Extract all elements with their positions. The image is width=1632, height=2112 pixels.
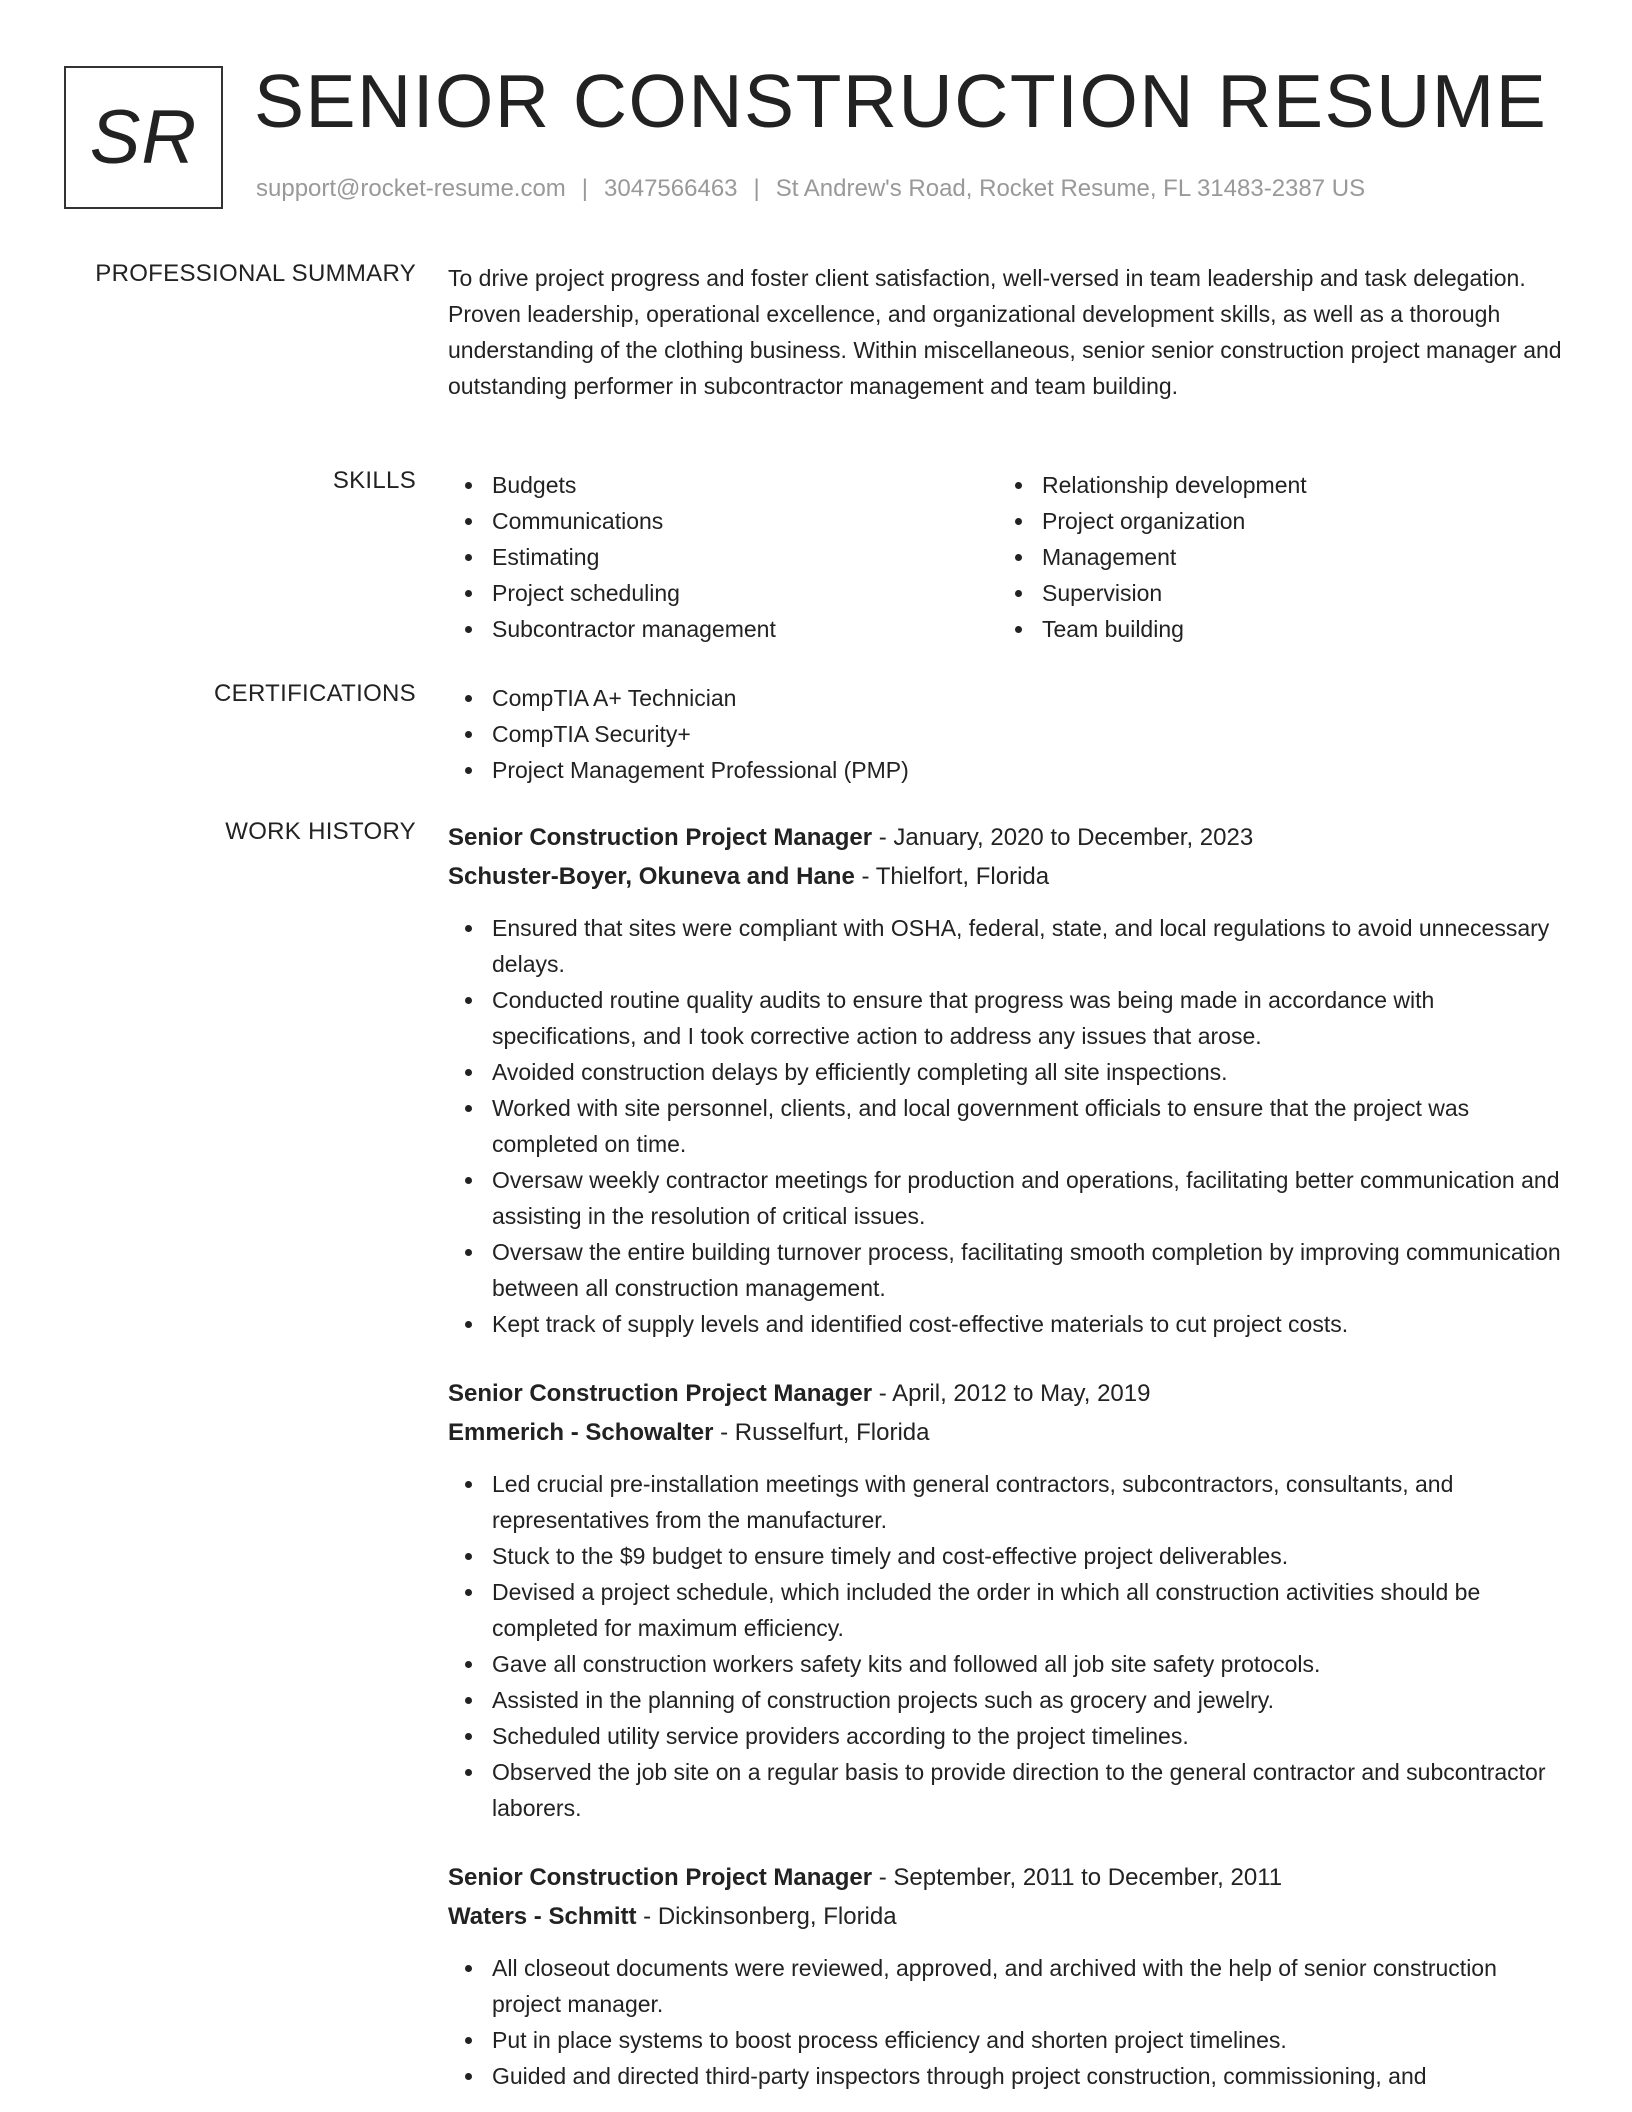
job-dates: - January, 2020 to December, 2023 [872, 824, 1254, 851]
job-location: - Dickinsonberg, Florida [636, 1903, 897, 1930]
certification-item: CompTIA Security+ [448, 716, 1568, 752]
job-title: Senior Construction Project Manager [448, 824, 873, 851]
job-entry [448, 1374, 1568, 1826]
summary-label: PROFESSIONAL SUMMARY [95, 260, 416, 287]
job-bullet: All closeout documents were reviewed, approved, and archived with the help of senior construction project manager. [448, 1950, 1568, 2022]
skills-column-left [448, 467, 998, 647]
contact-separator: | [581, 175, 589, 202]
monogram-box [64, 66, 223, 209]
skills-list [448, 467, 1568, 647]
job-bullet: Avoided construction delays by efficiently completing all site inspections. [448, 1054, 1568, 1090]
job-bullets [448, 1950, 1568, 2094]
job-company-line [448, 1413, 1568, 1452]
job-bullet: Observed the job site on a regular basis to provide direction to the general contractor and subcontractor laborers. [448, 1754, 1568, 1826]
job-bullet: Scheduled utility service providers according to the project timelines. [448, 1718, 1568, 1754]
skill-item: Management [998, 539, 1548, 575]
contact-email[interactable]: support@rocket-resume.com [256, 175, 566, 202]
contact-address: St Andrew's Road, Rocket Resume, FL 31483-2387 US [775, 175, 1366, 202]
job-bullet: Ensured that sites were compliant with OSHA, federal, state, and local regulations to avoid unnecessary delays. [448, 910, 1568, 982]
job-company: Emmerich - Schowalter [448, 1419, 714, 1446]
contact-separator: | [753, 175, 760, 202]
job-entry [448, 818, 1568, 1342]
monogram-initials: SR [89, 95, 198, 180]
job-title: Senior Construction Project Manager [448, 1380, 873, 1407]
job-bullet: Oversaw weekly contractor meetings for production and operations, facilitating better communication and assisting in the resolution of critical issues. [448, 1162, 1568, 1234]
job-bullet: Devised a project schedule, which included the order in which all construction activities should be completed for maximum efficiency. [448, 1574, 1568, 1646]
job-bullets [448, 1466, 1568, 1826]
job-company-line [448, 1897, 1568, 1936]
job-title-line [448, 1858, 1568, 1897]
job-bullet: Worked with site personnel, clients, and local government officials to ensure that the project was completed on time. [448, 1090, 1568, 1162]
job-title-line [448, 1374, 1568, 1413]
job-company: Waters - Schmitt [448, 1903, 637, 1930]
skill-item: Estimating [448, 539, 998, 575]
skills-label: SKILLS [332, 467, 416, 494]
job-dates: - April, 2012 to May, 2019 [872, 1380, 1151, 1407]
skill-item: Subcontractor management [448, 611, 998, 647]
work-history-label: WORK HISTORY [225, 818, 416, 845]
certifications-label: CERTIFICATIONS [214, 680, 416, 707]
skill-item: Relationship development [998, 467, 1548, 503]
job-location: - Thielfort, Florida [854, 863, 1050, 890]
certification-item: Project Management Professional (PMP) [448, 752, 1568, 788]
job-bullet: Kept track of supply levels and identified cost-effective materials to cut project costs. [448, 1306, 1568, 1342]
job-dates: - September, 2011 to December, 2011 [872, 1864, 1283, 1891]
job-title: Senior Construction Project Manager [448, 1864, 873, 1891]
skill-item: Communications [448, 503, 998, 539]
skill-item: Budgets [448, 467, 998, 503]
job-bullet: Stuck to the $9 budget to ensure timely and cost-effective project deliverables. [448, 1538, 1568, 1574]
contact-line [256, 175, 1365, 203]
job-location: - Russelfurt, Florida [713, 1419, 930, 1446]
certifications-list [448, 680, 1568, 788]
summary-text: To drive project progress and foster client satisfaction, well-versed in team leadership and task delegation. Proven leadership, operational excellence, and organizational development skills, as well as a thorough understanding of the clothing business. Within miscellaneous, senior senior construction project manager and outstanding performer in subcontractor management and team building. [448, 265, 1562, 399]
job-bullet: Gave all construction workers safety kits and followed all job site safety protocols. [448, 1646, 1568, 1682]
skill-item: Team building [998, 611, 1548, 647]
skill-item: Project organization [998, 503, 1548, 539]
skill-item: Project scheduling [448, 575, 998, 611]
job-bullets [448, 910, 1568, 1342]
contact-phone[interactable]: 3047566463 [604, 175, 738, 202]
skills-column-right [998, 467, 1548, 647]
job-bullet: Oversaw the entire building turnover process, facilitating smooth completion by improving communication between all construction management. [448, 1234, 1568, 1306]
job-bullet: Led crucial pre-installation meetings with general contractors, subcontractors, consultants, and representatives from the manufacturer. [448, 1466, 1568, 1538]
certification-item: CompTIA A+ Technician [448, 680, 1568, 716]
job-company: Schuster-Boyer, Okuneva and Hane [448, 863, 855, 890]
job-title-line [448, 818, 1568, 857]
job-bullet: Conducted routine quality audits to ensure that progress was being made in accordance with specifications, and I took corrective action to address any issues that arose. [448, 982, 1568, 1054]
job-bullet: Put in place systems to boost process efficiency and shorten project timelines. [448, 2022, 1568, 2058]
skill-item: Supervision [998, 575, 1548, 611]
work-history-entries [448, 818, 1568, 2094]
job-company-line [448, 857, 1568, 896]
job-entry [448, 1858, 1568, 2094]
job-bullet: Guided and directed third-party inspectors through project construction, commissioning, and [448, 2058, 1568, 2094]
job-bullet: Assisted in the planning of construction projects such as grocery and jewelry. [448, 1682, 1568, 1718]
resume-title: SENIOR CONSTRUCTION RESUME [254, 59, 1548, 143]
